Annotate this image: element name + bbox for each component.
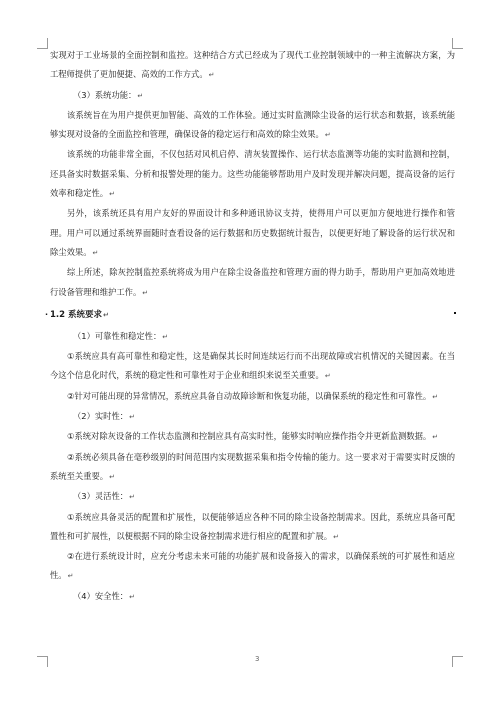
- paragraph-subheading: （2）实时性：↵: [73, 411, 135, 422]
- anchor-marker-icon: [454, 312, 456, 314]
- paragraph: ②在进行系统设计时，应充分考虑未来可能的功能扩展和设备接入的需求，以确保系统的可扩展性和适应性。↵: [50, 551, 455, 581]
- paragraph-subheading: （1）可靠性和稳定性：↵: [73, 330, 169, 341]
- heading-bullet-icon: ·: [45, 309, 49, 319]
- paragraph-subheading: （4）安全性：↵: [73, 590, 135, 601]
- paragraph: 综上所述，除灰控制监控系统将成为用户在除尘设备监控和管理方面的得力助手，帮助用户更加高效地进行设备管理和维护工作。↵: [50, 267, 455, 297]
- margin-mark-top-left: [37, 38, 48, 49]
- paragraph: 该系统旨在为用户提供更加智能、高效的工作体验。通过实时监测除尘设备的运行状态和数据，该系统能够实现对设备的全面监控和管理，确保设备的稳定运行和高效的除尘效果。↵: [50, 109, 455, 140]
- paragraph: 另外，该系统还具有用户友好的界面设计和多种通讯协议支持，使得用户可以更加方便地进行操作和管理。用户可以通过系统界面随时查看设备的运行数据和历史数据统计报告，以便更好地了解设备的运行状况和除尘效果。↵: [50, 208, 455, 257]
- page-number: 3: [255, 655, 260, 663]
- paragraph: 该系统的功能非常全面，不仅包括对风机启停、清灰装置操作、运行状态监测等功能的实时监测和控制，还具备实时数据采集、分析和报警处理的能力。这些功能能够帮助用户及时发现并解决问题，提高设备的运行效率和稳定性。↵: [50, 149, 455, 199]
- paragraph: 实现对于工业场景的全面控制和监控。这种结合方式已经成为了现代工业控制领域中的一种主流解决方案，为工程师提供了更加便捷、高效的工作方式。↵: [50, 50, 455, 80]
- paragraph: ①系统应具备灵活的配置和扩展性，以便能够适应各种不同的除尘设备控制需求。因此，系统应具备可配置性和可扩展性，以便根据不同的除尘设备控制需求进行相应的配置和扩展。↵: [50, 511, 455, 541]
- document-body[interactable]: [45, 46, 455, 607]
- paragraph: ②针对可能出现的异常情况，系统应具备自动故障诊断和恢复功能，以确保系统的稳定性和可靠性。↵: [67, 390, 439, 401]
- paragraph: ②系统必须具备在毫秒级别的时间范围内实现数据采集和指令传输的能力。这一要求对于需要实时反馈的系统至关重要。↵: [50, 451, 455, 481]
- margin-mark-bottom-right: [452, 656, 463, 667]
- margin-mark-bottom-left: [37, 656, 48, 667]
- section-heading: · 1.2 系统要求↵: [50, 303, 455, 327]
- paragraph-subheading: （3）灵活性：↵: [73, 491, 135, 502]
- paragraph-subheading: （3）系统功能：↵: [73, 89, 144, 100]
- paragraph: ①系统应具有高可靠性和稳定性，这是确保其长时间连续运行而不出现故障或宕机情况的关键因素。在当今这个信息化时代，系统的稳定性和可靠性对于企业和组织来说至关重要。↵: [50, 351, 455, 381]
- paragraph: ①系统对除灰设备的工作状态监测和控制应具有高实时性，能够实时响应操作指令并更新监测数据。↵: [67, 431, 439, 442]
